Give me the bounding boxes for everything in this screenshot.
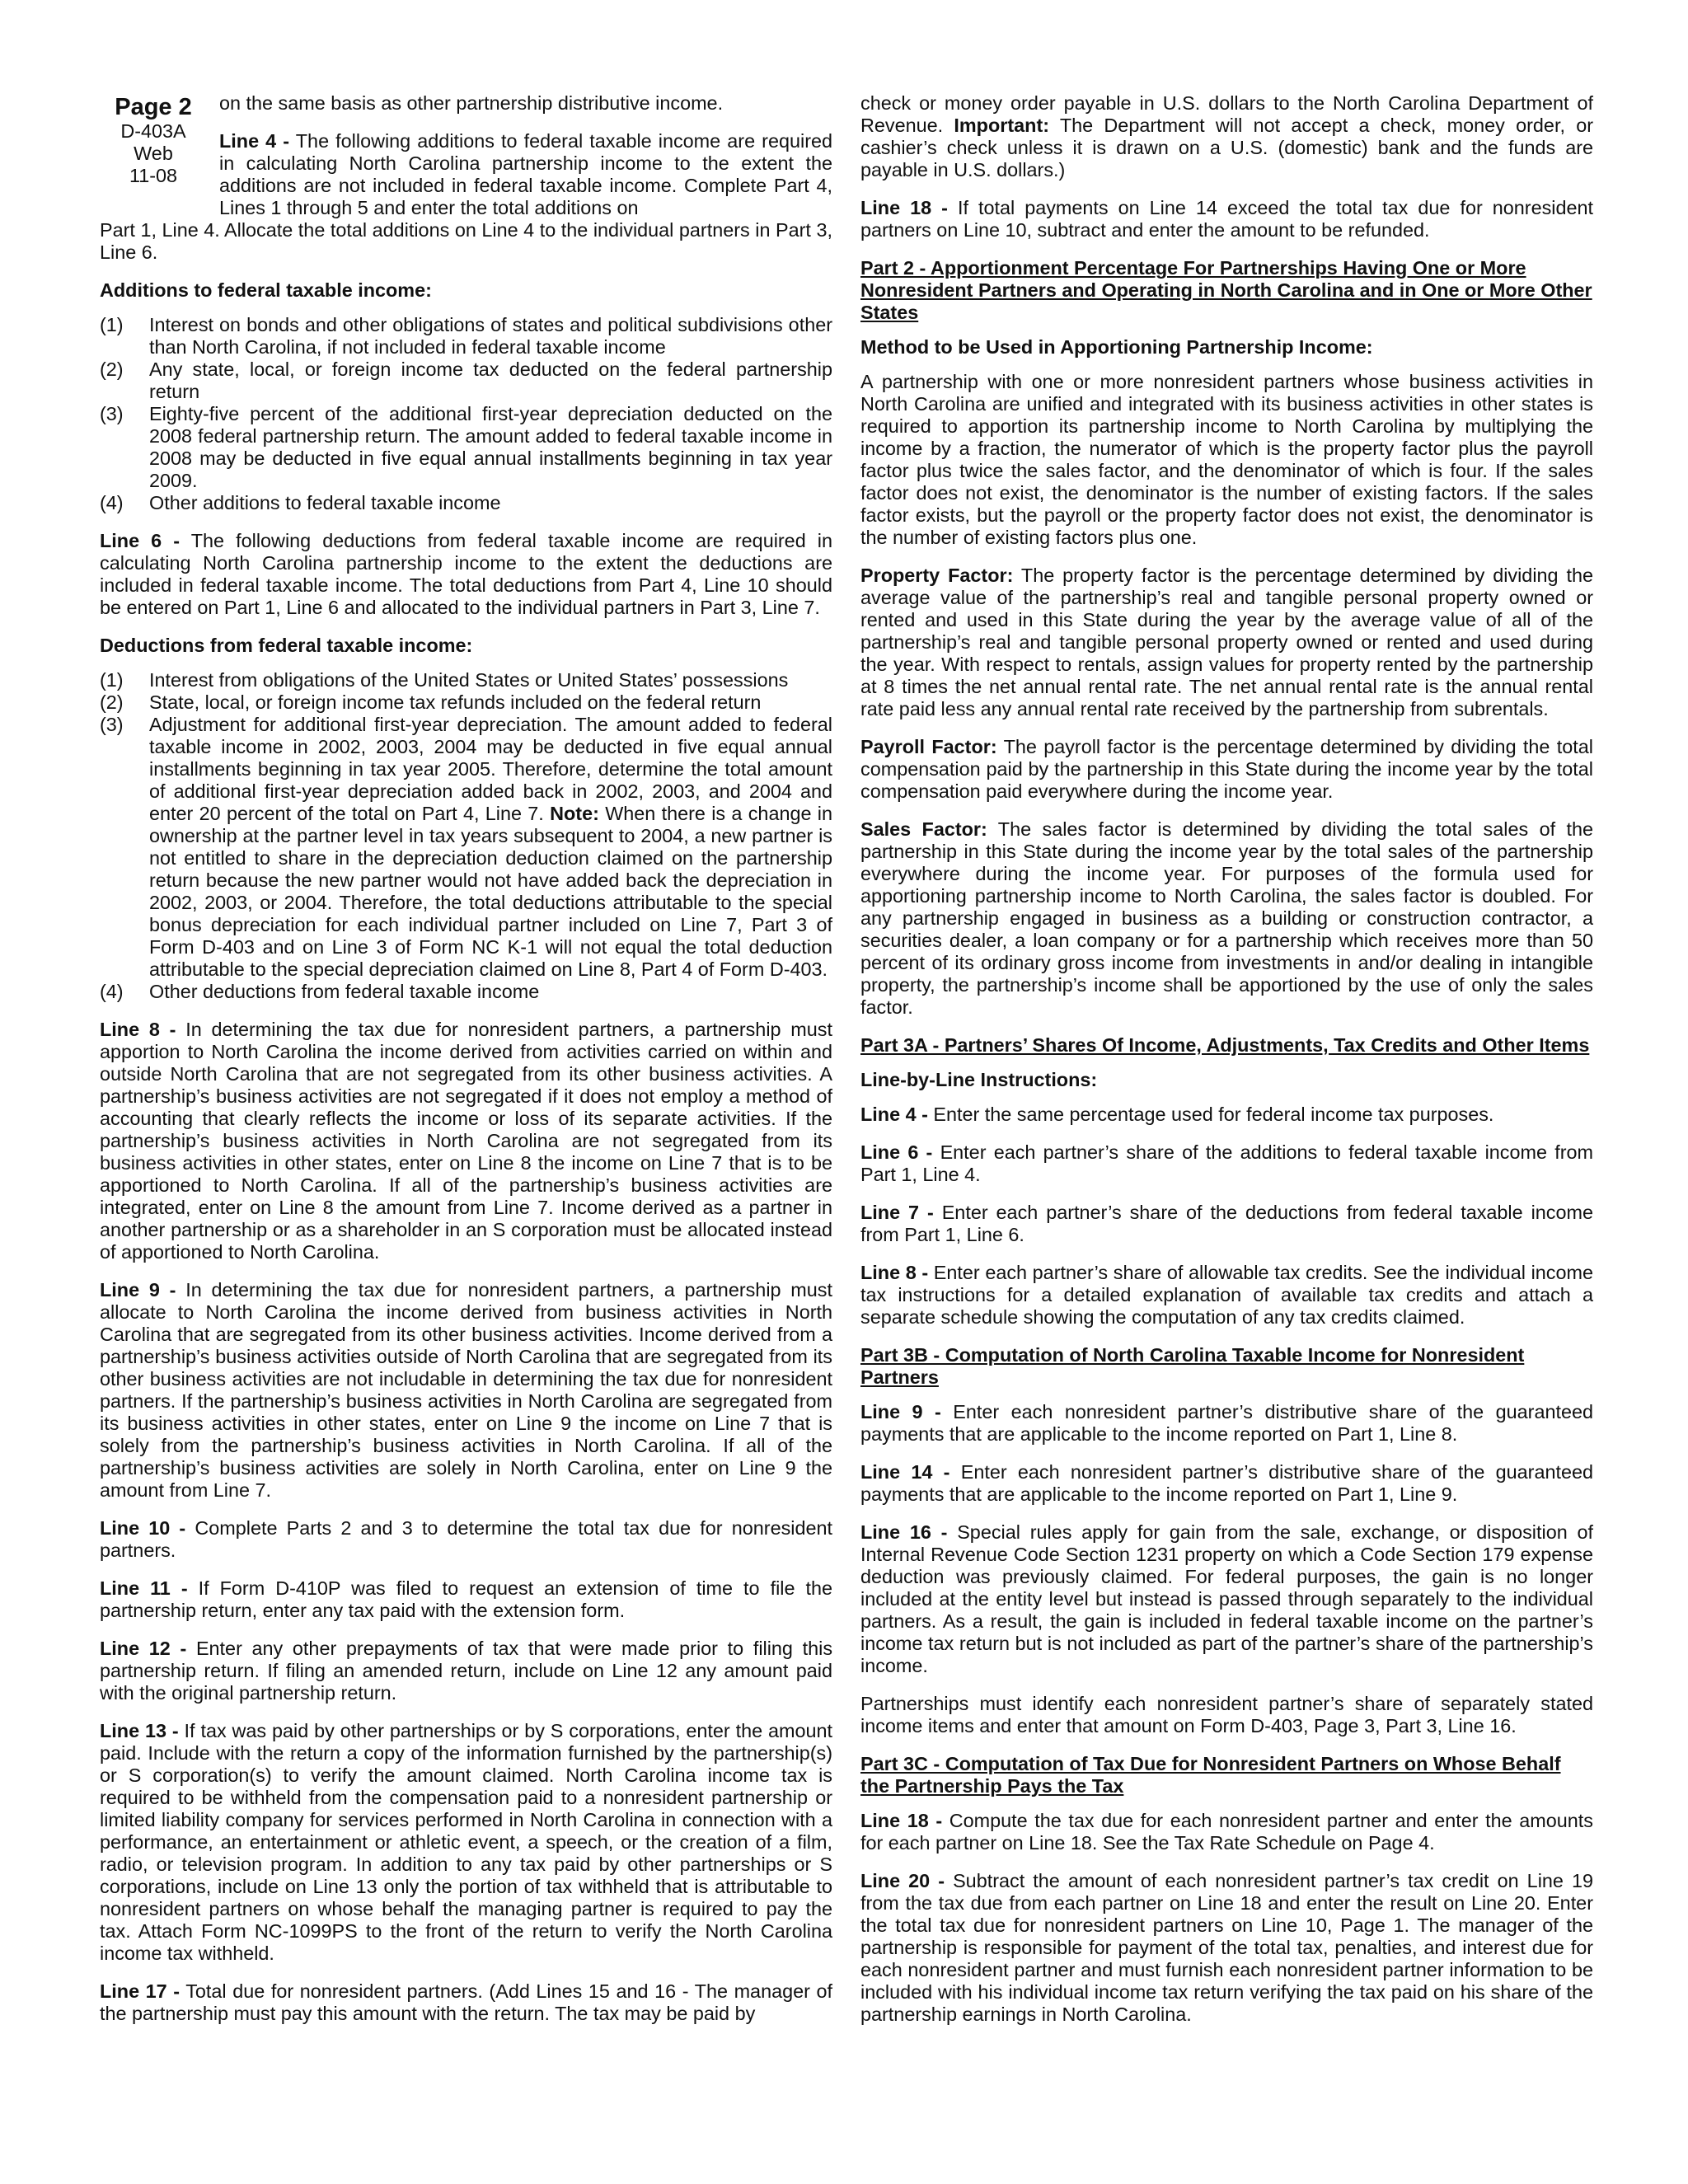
item-text: Eighty-five percent of the additional first-year depreciation deducted on the 2008 federal partnership return. The amount added to federal taxable income in 2008 may be deducted in five equal annual installments beginning in tax year 2009. <box>149 403 832 491</box>
line-text: Enter each partner’s share of the additions to federal taxable income from Part 1, Line 4. <box>860 1141 1593 1185</box>
text: The Department will not accept a check, money order, or cashier’s check unless it is drawn on a U.S. (domestic) bank and the funds are payable in U.S. dollars.) <box>860 115 1593 180</box>
part3a-line6 <box>860 1141 1593 1186</box>
line-label: Line 20 - <box>860 1870 945 1891</box>
line-text: In determining the tax due for nonresident partners, a partnership must allocate to North Carolina the income derived from business activities in North Carolina that are segregated from its other business activities. Income derived from a partnership’s business activities outside of North Carolina that are segregated from its other business activities are not includable in determining the tax due for nonresident partners. If the partnership’s business activities in North Carolina are segregated from its business activities in other states, enter on Line 9 the income on Line 7 that is solely from the partnership’s business activities in North Carolina. If all of the partnership’s business activities are solely in North Carolina, enter on Line 9 the amount from Line 7. <box>100 1279 832 1501</box>
line-label: Line 10 - <box>100 1517 186 1539</box>
line-text: If tax was paid by other partnerships or by S corporations, enter the amount paid. Include with the return a copy of the information furnished by the partnership(s) or S corporation(s) to verify the amount claimed. North Carolina income tax is required to be withheld from the compensation paid to a nonresident partnership or limited liability company for services performed in North Carolina in connection with a performance, an entertainment or athletic event, a speech, or the creation of a film, radio, or television program. In addition to any tax paid by other partnerships or S corporations, include on Line 13 only the portion of tax withheld that is attributable to nonresident partners on whose behalf the managing partner is required to pay the tax. Attach Form NC-1099PS to the front of the return to verify the North Carolina income tax withheld. <box>100 1720 833 1964</box>
line11-paragraph <box>100 1577 832 1622</box>
line-label: Line 18 - <box>860 197 948 218</box>
line4-continued: Part 1, Line 4. Allocate the total additions on Line 4 to the individual partners in Part 3, Line 6. <box>100 219 832 263</box>
factor-label: Sales Factor: <box>860 818 987 840</box>
line-text: Special rules apply for gain from the sale, exchange, or disposition of Internal Revenue Code Section 1231 property on which a Code Section 179 expense deduction was previously claimed. For federal purposes, the gain is no longer included at the entity level but instead is passed through separately to the individual partners. As a result, the gain is included in federal taxable income on the partner’s income tax return but is not included as part of the partner’s share of the partnership’s income. <box>860 1521 1593 1676</box>
list-item <box>100 981 832 1003</box>
line-text: Enter each partner’s share of allowable tax credits. See the individual income tax instructions for a detailed explanation of available tax credits and attach a separate schedule showing the computation of any tax credits claimed. <box>860 1262 1594 1328</box>
part2-heading: Part 2 - Apportionment Percentage For Partnerships Having One or More Nonresident Partners and Operating in North Carolina and in One or More Other States <box>860 257 1592 323</box>
line-text: Enter any other prepayments of tax that were made prior to filing this partnership return. If filing an amended return, include on Line 12 any amount paid with the original partnership return. <box>100 1638 833 1704</box>
method-paragraph: A partnership with one or more nonresident partners whose business activities in North Carolina are unified and integrated with its business activities in other states is required to apportion its partnership income to North Carolina by multiplying the income by a fraction, the numerator of which is the property factor plus the payroll factor plus twice the sales factor, and the denominator of which is four. If the sales factor does not exist, the denominator is the number of existing factors. If the sales factor exists, but the payroll or the property factor does not exist, the denominator is the number of existing factors plus one. <box>860 371 1593 548</box>
item-number: (2) <box>100 359 124 380</box>
line-text: In determining the tax due for nonresident partners, a partnership must apportion to North Carolina the income derived from activities carried on within and outside North Carolina that are not segregated from its other business activities. A partnership’s business activities are not segregated if it does not employ a method of accounting that clearly reflects the income or loss of its separate activities. If the partnership’s business activities in North Carolina are not segregated from its business activities in other states, enter on Line 8 the income on Line 7 that is to be apportioned to North Carolina. If all of the partnership’s business activities are integrated, enter on Line 8 the amount from Line 7. Income derived as a partner in another partnership or as a shareholder in an S corporation must be allocated instead of apportioned to North Carolina. <box>100 1019 832 1263</box>
form-edition: Web <box>134 143 173 164</box>
line-label: Line 11 - <box>100 1577 188 1599</box>
line-label: Line 8 - <box>100 1019 176 1040</box>
line-label: Line 9 - <box>860 1401 941 1422</box>
line6-paragraph <box>100 530 832 619</box>
part3c-line20 <box>860 1870 1593 2026</box>
line17-paragraph <box>100 1980 832 2025</box>
list-item <box>100 314 832 359</box>
line17-continued <box>860 92 1593 181</box>
line-label: Line 18 - <box>860 1810 943 1831</box>
factor-text: The sales factor is determined by dividing the total sales of the partnership in this State during the income year by the total sales of the partnership everywhere during the income year. For purposes of the formula used for apportioning partnership income to North Carolina, the sales factor is doubled. For any partnership engaged in business as a building or construction contractor, a securities dealer, a loan company or for a partnership which receives more than 50 percent of its ordinary gross income from investments in and/or dealing in intangible property, the partnership’s income shall be apportioned by the use of only the sales factor. <box>860 818 1593 1018</box>
line-label: Line 9 - <box>100 1279 176 1301</box>
part3b-line14 <box>860 1461 1593 1506</box>
part3a-line4 <box>860 1104 1593 1126</box>
part3c-heading: Part 3C - Computation of Tax Due for Nonresident Partners on Whose Behalf the Partnership Pays the Tax <box>860 1753 1561 1797</box>
deductions-heading: Deductions from federal taxable income: <box>100 635 473 656</box>
right-column <box>860 92 1593 2041</box>
line-text: If Form D-410P was filed to request an extension of time to file the partnership return, enter any tax paid with the extension form. <box>100 1577 832 1621</box>
list-item <box>100 492 832 514</box>
line10-paragraph <box>100 1517 832 1562</box>
line-label: Line 8 - <box>860 1262 929 1283</box>
line-text: Total due for nonresident partners. (Add Lines 15 and 16 - The manager of the partnership must pay this amount with the return. The tax may be paid by <box>100 1980 832 2024</box>
part3b-line9 <box>860 1401 1593 1446</box>
part3b-heading: Part 3B - Computation of North Carolina Taxable Income for Nonresident Partners <box>860 1344 1525 1388</box>
item-number: (1) <box>100 669 124 691</box>
line-text: The following deductions from federal taxable income are required in calculating North Carolina partnership income to the extent the deductions are included in federal taxable income. The total deductions from Part 4, Line 10 should be entered on Part 1, Line 6 and allocated to the individual partners in Part 3, Line 7. <box>100 530 832 618</box>
line-text: Compute the tax due for each nonresident partner and enter the amounts for each partner on Line 18. See the Tax Rate Schedule on Page 4. <box>860 1810 1593 1854</box>
line12-paragraph <box>100 1638 832 1704</box>
part3b-line16 <box>860 1521 1593 1677</box>
line4-paragraph <box>100 130 832 219</box>
note-label: Note: <box>550 803 599 824</box>
line-text: Complete Parts 2 and 3 to determine the total tax due for nonresident partners. <box>100 1517 832 1561</box>
line-text: Enter each partner’s share of the deductions from federal taxable income from Part 1, Line 6. <box>860 1202 1593 1245</box>
part3c-line18 <box>860 1810 1593 1854</box>
property-factor <box>860 565 1593 720</box>
additions-list <box>100 314 832 514</box>
text: check or money order payable in U.S. dollars to the North Carolina Department of Revenue. <box>860 92 1593 136</box>
line-label: Line 7 - <box>860 1202 934 1223</box>
important-label: Important: <box>954 115 1050 136</box>
payroll-factor <box>860 736 1593 803</box>
item-text: Interest from obligations of the United States or United States’ possessions <box>149 669 789 691</box>
line-text: Enter each nonresident partner’s distributive share of the guaranteed payments that are applicable to the income reported on Part 1, Line 8. <box>860 1401 1593 1445</box>
line-by-line-heading: Line-by-Line Instructions: <box>860 1069 1098 1090</box>
left-column <box>100 92 832 2041</box>
line-label: Line 17 - <box>100 1980 181 2002</box>
line-label: Line 16 - <box>860 1521 948 1543</box>
line18-paragraph <box>860 197 1593 241</box>
part3a-line8 <box>860 1262 1593 1329</box>
line-label: Line 14 - <box>860 1461 950 1483</box>
item-text: Interest on bonds and other obligations of states and political subdivisions other than North Carolina, if not included in federal taxable income <box>149 314 832 358</box>
item-number: (3) <box>100 403 124 424</box>
line8-paragraph <box>100 1019 832 1263</box>
page-number: Page 2 <box>115 94 192 120</box>
intro-text: on the same basis as other partnership distributive income. <box>219 92 724 114</box>
list-item <box>100 669 832 691</box>
form-id: D-403A <box>120 120 186 142</box>
list-item <box>100 403 832 492</box>
additions-heading: Additions to federal taxable income: <box>100 279 432 301</box>
note-text: When there is a change in ownership at the partner level in tax years subsequent to 2004, a new partner is not entitled to share in the depreciation deduction claimed on the partnership return because the new partner would not have added back the depreciation in 2002, 2003, or 2004. Therefore, the total deductions attributable to the special bonus depreciation for each individual partner included on Line 7, Part 3 of Form D-403 and on Line 3 of Form NC K-1 will not equal the total deduction attributable to the special depreciation claimed on Line 8, Part 4 of Form D-403. <box>149 803 832 980</box>
item-number: (2) <box>100 691 124 713</box>
line13-paragraph <box>100 1720 832 1965</box>
item-number: (1) <box>100 314 124 335</box>
factor-label: Property Factor: <box>860 565 1014 586</box>
part3a-line7 <box>860 1202 1593 1246</box>
item-text: Any state, local, or foreign income tax deducted on the federal partnership return <box>149 359 832 402</box>
line-label: Line 6 - <box>100 530 181 551</box>
item-number: (4) <box>100 492 124 513</box>
item-text: Adjustment for additional first-year depreciation. The amount added to federal taxable income in 2002, 2003, 2004 may be deducted in five equal annual installments beginning in tax year 2005. Therefore, determine the total amount of additional first-year depreciation added back in 2002, 2003, and 2004 and enter 20 percent of the total on Part 4, Line 7. <box>149 714 832 824</box>
line-label: Line 4 - <box>219 130 290 152</box>
factor-text: The property factor is the percentage determined by dividing the average value of the partnership’s real and tangible personal property owned or rented and used in this State during the year by the average value of all of the partnership’s real and tangible personal property owned or rented and used during the year. With respect to rentals, assign values for property rented by the partnership at 8 times the net annual rental rate. The net annual rental rate is the annual rental rate paid less any annual rental rate received by the partnership from subrentals. <box>860 565 1593 719</box>
line-text: Subtract the amount of each nonresident partner’s tax credit on Line 19 from the tax due from each partner on Line 18 and enter the result on Line 20. Enter the total tax due for nonresident partners on Line 10, Page 1. The manager of the partnership is responsible for payment of the total tax, penalties, and interest due for each nonresident partner and must furnish each nonresident partner information to be included with his individual income tax return verifying the tax paid on his share of the partnership earnings in North Carolina. <box>860 1870 1593 2025</box>
item-text: Other deductions from federal taxable income <box>149 981 540 1002</box>
line-label: Line 6 - <box>860 1141 933 1163</box>
item-number: (4) <box>100 981 124 1002</box>
line-text: Enter the same percentage used for federal income tax purposes. <box>927 1104 1494 1125</box>
line-text: If total payments on Line 14 exceed the total tax due for nonresident partners on Line 10, subtract and enter the amount to be refunded. <box>860 197 1594 241</box>
factor-text: The payroll factor is the percentage determined by dividing the total compensation paid by the partnership in this State during the income year by the total compensation paid everywhere during the income year. <box>860 736 1594 802</box>
method-heading: Method to be Used in Apportioning Partnership Income: <box>860 336 1373 358</box>
line-text: Enter each nonresident partner’s distributive share of the guaranteed payments that are applicable to the income reported on Part 1, Line 9. <box>860 1461 1593 1505</box>
list-item <box>100 359 832 403</box>
list-item <box>100 714 832 981</box>
list-item <box>100 691 832 714</box>
line-label: Line 13 - <box>100 1720 179 1741</box>
item-number: (3) <box>100 714 124 735</box>
factor-label: Payroll Factor: <box>860 736 997 757</box>
part3a-heading: Part 3A - Partners’ Shares Of Income, Adjustments, Tax Credits and Other Items <box>860 1034 1590 1056</box>
line-text: The following additions to federal taxable income are required in calculating North Carolina partnership income to the extent the additions are not included in federal taxable income. Complete Part 4, Lines 1 through 5 and enter the total additions on <box>219 130 833 218</box>
part3b-note: Partnerships must identify each nonresident partner’s share of separately stated income items and enter that amount on Form D-403, Page 3, Part 3, Line 16. <box>860 1693 1593 1736</box>
line9-paragraph <box>100 1279 832 1502</box>
item-text: State, local, or foreign income tax refunds included on the federal return <box>149 691 762 713</box>
sales-factor <box>860 818 1593 1019</box>
line-label: Line 12 - <box>100 1638 187 1659</box>
item-text: Other additions to federal taxable income <box>149 492 501 513</box>
line-label: Line 4 - <box>860 1104 928 1125</box>
form-date: 11-08 <box>129 165 178 186</box>
deductions-list <box>100 669 832 1003</box>
